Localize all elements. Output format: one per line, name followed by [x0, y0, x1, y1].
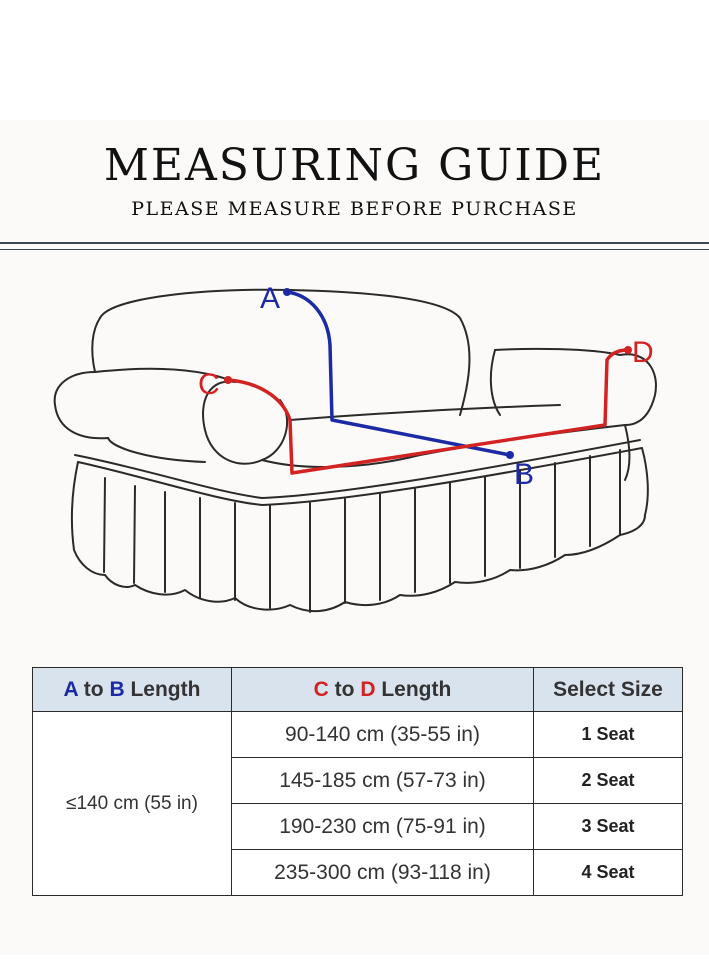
label-c: C	[198, 368, 220, 401]
page-title: MEASURING GUIDE	[103, 140, 606, 191]
label-d: D	[632, 336, 654, 369]
sofa-outline	[55, 290, 656, 612]
seat-size-cell: 4 Seat	[534, 850, 683, 896]
ab-measure-line	[287, 292, 510, 455]
seat-size-cell: 1 Seat	[534, 712, 683, 758]
header-cd-length: C to D Length	[232, 668, 534, 712]
point-c-dot	[224, 376, 232, 384]
cd-range-cell: 145-185 cm (57-73 in)	[232, 758, 534, 804]
header-select-size: Select Size	[534, 668, 683, 712]
divider-top	[0, 242, 709, 244]
seat-size-cell: 3 Seat	[534, 804, 683, 850]
header-ab-length: A to B Length	[33, 668, 232, 712]
label-b: B	[514, 458, 535, 491]
table-header-row	[33, 668, 683, 712]
table-row	[33, 712, 683, 758]
page-subtitle: PLEASE MEASURE BEFORE PURCHASE	[131, 198, 578, 220]
cd-range-cell: 235-300 cm (93-118 in)	[232, 850, 534, 896]
sofa-diagram	[0, 250, 709, 640]
ab-length-value: ≤140 cm (55 in)	[33, 712, 232, 896]
point-a-dot	[283, 288, 291, 296]
point-d-dot	[624, 346, 632, 354]
point-b-dot	[506, 451, 514, 459]
seat-size-cell: 2 Seat	[534, 758, 683, 804]
cd-range-cell: 90-140 cm (35-55 in)	[232, 712, 534, 758]
cd-range-cell: 190-230 cm (75-91 in)	[232, 804, 534, 850]
size-table	[32, 667, 683, 896]
label-a: A	[260, 282, 281, 315]
